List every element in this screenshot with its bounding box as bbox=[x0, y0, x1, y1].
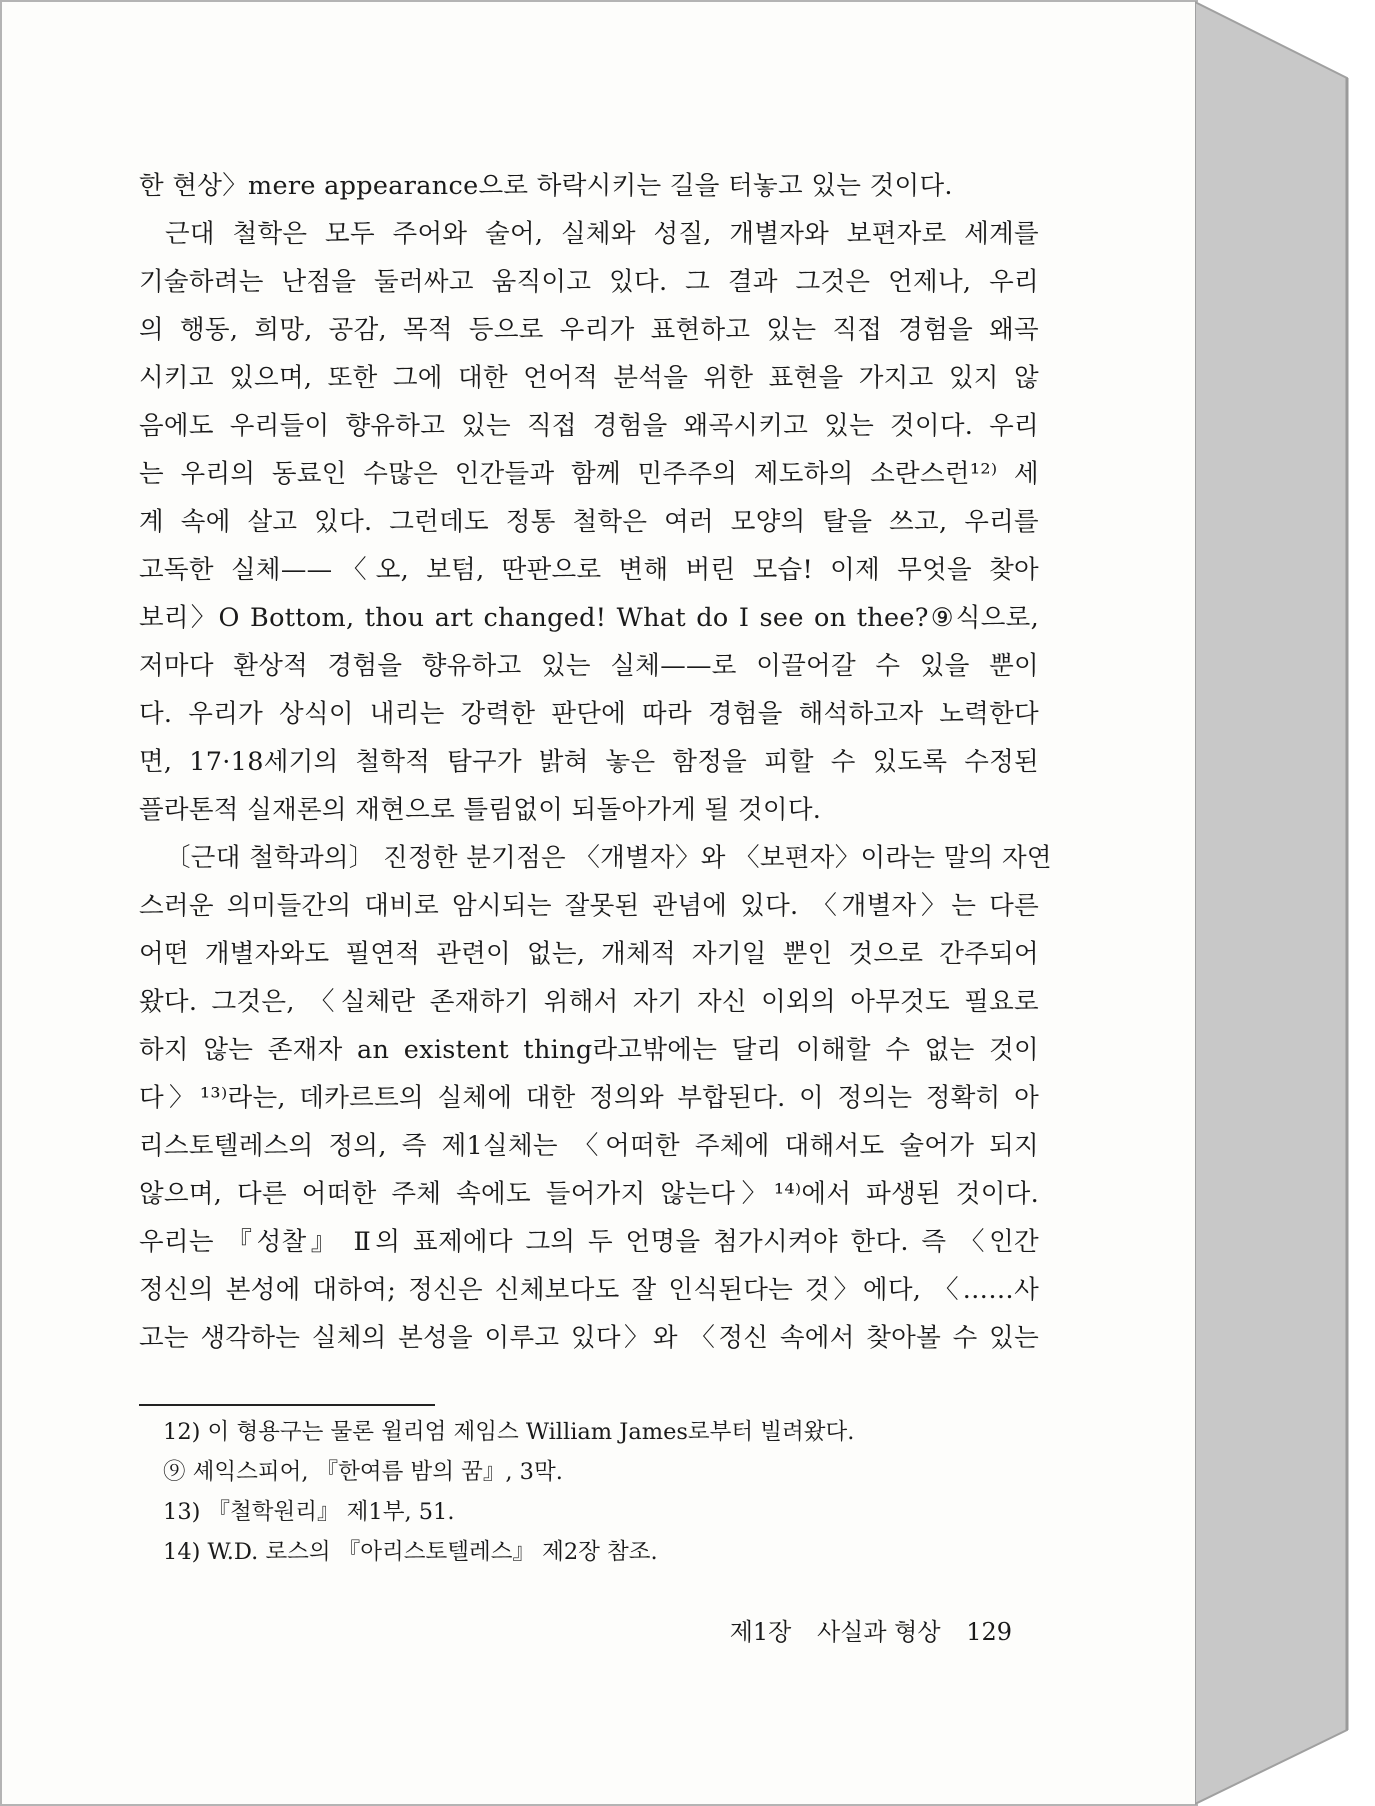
text-line: 하지 않는 존재자 an existent thing라고밖에는 달리 이해할 수 없는 것이 bbox=[139, 1035, 1039, 1065]
chapter-label: 제1장 bbox=[729, 1618, 792, 1646]
text-line: 다. 우리가 상식이 내리는 강력한 판단에 따라 경험을 해석하고자 노력한다 bbox=[139, 699, 1039, 729]
footnotes bbox=[163, 1412, 1023, 1572]
text-line: 않으며, 다른 어떠한 주체 속에도 들어가지 않는다〉¹⁴⁾에서 파생된 것이다. bbox=[139, 1179, 1039, 1209]
text-line: 의 행동, 희망, 공감, 목적 등으로 우리가 표현하고 있는 직접 경험을 왜곡 bbox=[139, 315, 1039, 345]
footnote: 13) 『철학원리』 제1부, 51. bbox=[163, 1499, 455, 1525]
text-line: 고는 생각하는 실체의 본성을 이루고 있다〉와 〈정신 속에서 찾아볼 수 있는 bbox=[139, 1323, 1039, 1353]
text-line: 기술하려는 난점을 둘러싸고 움직이고 있다. 그 결과 그것은 언제나, 우리 bbox=[139, 267, 1039, 297]
text-line: 면, 17·18세기의 철학적 탐구가 밝혀 놓은 함정을 피할 수 있도록 수정된 bbox=[139, 747, 1039, 777]
footnote: 14) W.D. 로스의 『아리스토텔레스』 제2장 참조. bbox=[163, 1539, 658, 1565]
text-line: 〔근대 철학과의〕 진정한 분기점은 〈개별자〉와 〈보편자〉이라는 말의 자연 bbox=[165, 843, 1052, 873]
book-edge-shading bbox=[1195, 0, 1375, 1806]
footnote-separator bbox=[139, 1404, 435, 1406]
text-line: 보리〉O Bottom, thou art changed! What do I see on thee?⑨식으로, bbox=[139, 603, 1039, 633]
text-line: 고독한 실체——〈오, 보텀, 딴판으로 변해 버린 모습! 이제 무엇을 찾아 bbox=[139, 555, 1039, 585]
text-line: 음에도 우리들이 향유하고 있는 직접 경험을 왜곡시키고 있는 것이다. 우리 bbox=[139, 411, 1039, 441]
text-line: 는 우리의 동료인 수많은 인간들과 함께 민주주의 제도하의 소란스런¹²⁾ 세 bbox=[139, 459, 1039, 489]
text-line: 리스토텔레스의 정의, 즉 제1실체는 〈어떠한 주체에 대해서도 술어가 되지 bbox=[139, 1131, 1039, 1161]
text-line: 우리는 『성찰』 Ⅱ의 표제에다 그의 두 언명을 첨가시켜야 한다. 즉 〈인간 bbox=[139, 1227, 1039, 1257]
text-line: 스러운 의미들간의 대비로 암시되는 잘못된 관념에 있다. 〈개별자〉는 다른 bbox=[139, 891, 1039, 921]
text-line: 근대 철학은 모두 주어와 술어, 실체와 성질, 개별자와 보편자로 세계를 bbox=[165, 219, 1039, 249]
text-line: 시키고 있으며, 또한 그에 대한 언어적 분석을 위한 표현을 가지고 있지 않 bbox=[139, 363, 1039, 393]
body-text bbox=[139, 162, 1052, 1362]
text-line: 플라톤적 실재론의 재현으로 틀림없이 되돌아가게 될 것이다. bbox=[139, 795, 822, 825]
text-line: 어떤 개별자와도 필연적 관련이 없는, 개체적 자기일 뿐인 것으로 간주되어 bbox=[139, 939, 1039, 969]
page-footer bbox=[730, 1612, 1012, 1647]
text-line: 왔다. 그것은, 〈실체란 존재하기 위해서 자기 자신 이외의 아무것도 필요로 bbox=[139, 987, 1039, 1017]
text-line: 다〉¹³⁾라는, 데카르트의 실체에 대한 정의와 부합된다. 이 정의는 정확히 아 bbox=[139, 1083, 1039, 1113]
text-line: 계 속에 살고 있다. 그런데도 정통 철학은 여러 모양의 탈을 쓰고, 우리를 bbox=[139, 507, 1039, 537]
chapter-title: 사실과 형상 bbox=[816, 1618, 941, 1646]
footnote: 12) 이 형용구는 물론 윌리엄 제임스 William James로부터 빌려왔다. bbox=[163, 1419, 855, 1445]
footnote: ⑨ 셰익스피어, 『한여름 밤의 꿈』, 3막. bbox=[163, 1459, 563, 1485]
page-number: 129 bbox=[966, 1618, 1012, 1646]
text-line: 저마다 환상적 경험을 향유하고 있는 실체——로 이끌어갈 수 있을 뿐이 bbox=[139, 651, 1039, 681]
text-line: 한 현상〉mere appearance으로 하락시키는 길을 터놓고 있는 것이다. bbox=[139, 171, 953, 201]
text-line: 정신의 본성에 대하여; 정신은 신체보다도 잘 인식된다는 것〉에다, 〈……사 bbox=[139, 1275, 1039, 1305]
